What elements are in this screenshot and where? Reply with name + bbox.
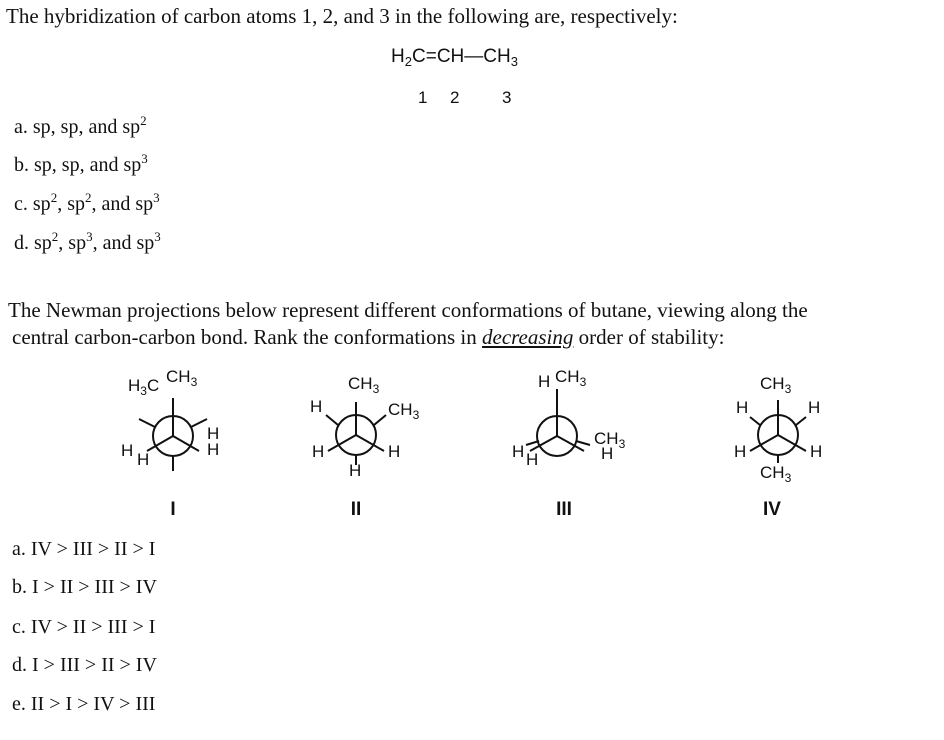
label-4-ch3-top: $CH_3$	[760, 374, 792, 396]
bond-3-back-l	[526, 441, 539, 445]
single-bond: —	[464, 46, 484, 67]
option-text: IV > III > II > I	[30, 538, 156, 560]
q2-option-c[interactable]	[12, 616, 155, 639]
option-text: , sp	[57, 193, 85, 215]
option-text: I > III > II > IV	[32, 654, 157, 676]
label-3-ch3-top: $CH_3$	[555, 367, 587, 389]
prompt-text-end: order of stability:	[573, 325, 725, 349]
bond-1-back-l	[139, 419, 155, 427]
bond-1-back-r	[191, 419, 207, 427]
label-3-h-l2: H	[526, 450, 539, 469]
label-1-ch3: $CH_3$	[166, 367, 198, 389]
question-1-prompt: The hybridization of carbon atoms 1, 2, and 3 in the following are, respectively:	[6, 4, 678, 28]
superscript: 2	[50, 190, 58, 205]
label-1-h3c: $H_3C$	[128, 376, 160, 398]
propene-structure	[391, 46, 518, 68]
formula-c: C	[411, 46, 426, 67]
q2-option-e[interactable]	[12, 693, 155, 716]
option-text: IV > II > III > I	[30, 616, 156, 638]
bond-3-front-br	[557, 436, 584, 451]
roman-1: I	[170, 499, 176, 520]
formula-ch: CH	[436, 46, 465, 67]
bond-2-back-r	[374, 415, 386, 425]
superscript: 2	[51, 229, 59, 244]
roman-2: II	[350, 499, 362, 520]
bond-1-front-bl	[147, 436, 173, 451]
option-letter: b.	[12, 576, 27, 598]
label-1-h-r1: H	[207, 424, 220, 443]
option-letter: d.	[14, 232, 34, 254]
formula-sub3: 3	[510, 54, 518, 69]
option-letter: a.	[14, 116, 33, 138]
double-bond: =	[425, 46, 437, 67]
question-2-prompt-line2	[12, 325, 724, 350]
label-4-h-tl: H	[736, 398, 749, 417]
roman-3: III	[556, 499, 572, 520]
option-letter: b.	[14, 154, 34, 176]
formula-ch3: CH	[483, 46, 511, 67]
label-4-ch3-b: $CH_3$	[760, 463, 792, 485]
option-text: sp, sp, and sp	[34, 154, 142, 176]
option-text: II > I > IV > III	[30, 693, 156, 715]
bond-4-back-r	[796, 417, 806, 425]
superscript: 3	[86, 229, 93, 244]
q1-option-b[interactable]	[14, 151, 148, 177]
superscript: 3	[154, 229, 161, 244]
q1-option-a[interactable]	[14, 113, 147, 139]
option-letter: e.	[12, 693, 26, 715]
superscript: 3	[153, 190, 160, 205]
label-4-h-r: H	[810, 442, 823, 461]
option-letter: c.	[12, 616, 26, 638]
option-text: , sp	[58, 232, 87, 254]
q2-option-d[interactable]	[12, 654, 157, 677]
option-text: sp, sp, and sp	[32, 116, 141, 138]
label-2-ch3-top: $CH_3$	[348, 374, 380, 396]
emphasis-decreasing: decreasing	[482, 325, 574, 349]
label-3-h: H	[538, 372, 551, 391]
label-3-h-l1: H	[512, 442, 525, 461]
label-3-ch3-r: $CH_3$	[594, 429, 626, 451]
label-4-h-l: H	[734, 442, 747, 461]
superscript: 2	[140, 113, 147, 128]
label-1-h-r2: H	[207, 440, 220, 459]
label-2-h-tl: H	[310, 397, 323, 416]
label-4-h-tr: H	[808, 398, 821, 417]
q2-option-b[interactable]	[12, 576, 157, 599]
option-text: , and sp	[91, 193, 154, 215]
carbon-number-1: 1	[418, 88, 428, 107]
bond-2-back-l	[326, 415, 338, 425]
bond-4-back-l	[750, 417, 760, 425]
q1-option-d[interactable]	[14, 229, 161, 255]
formula-sub: 2	[404, 54, 412, 69]
option-letter: d.	[12, 654, 27, 676]
carbon-number-3: 3	[502, 88, 512, 107]
option-text: , and sp	[92, 232, 155, 254]
label-2-h-b: H	[349, 461, 362, 480]
superscript: 3	[141, 151, 148, 166]
option-text: sp	[34, 232, 52, 254]
bond-3-back-r	[576, 441, 590, 445]
formula-h: H	[391, 46, 405, 67]
newman-projections	[0, 355, 944, 525]
prompt-text: central carbon-carbon bond. Rank the conformations in	[12, 325, 483, 349]
option-text: I > II > III > IV	[32, 576, 157, 598]
superscript: 2	[84, 190, 92, 205]
label-1-h-l1: H	[121, 441, 134, 460]
label-3-h-r: H	[601, 444, 614, 463]
option-text: sp	[32, 193, 51, 215]
q1-option-c[interactable]	[14, 190, 160, 216]
label-2-h-l: H	[312, 442, 325, 461]
option-letter: a.	[12, 538, 26, 560]
label-2-h-r: H	[388, 442, 401, 461]
option-letter: c.	[14, 193, 33, 215]
label-1-h-l2: H	[137, 450, 150, 469]
bond-1-front-br	[173, 436, 199, 451]
question-2-prompt-line1: The Newman projections below represent different conformations of butane, viewing along the	[8, 298, 808, 322]
q2-option-a[interactable]	[12, 538, 155, 561]
carbon-number-2: 2	[450, 88, 460, 107]
roman-4: IV	[763, 499, 781, 520]
label-2-ch3-tr: $CH_3$	[388, 400, 420, 422]
